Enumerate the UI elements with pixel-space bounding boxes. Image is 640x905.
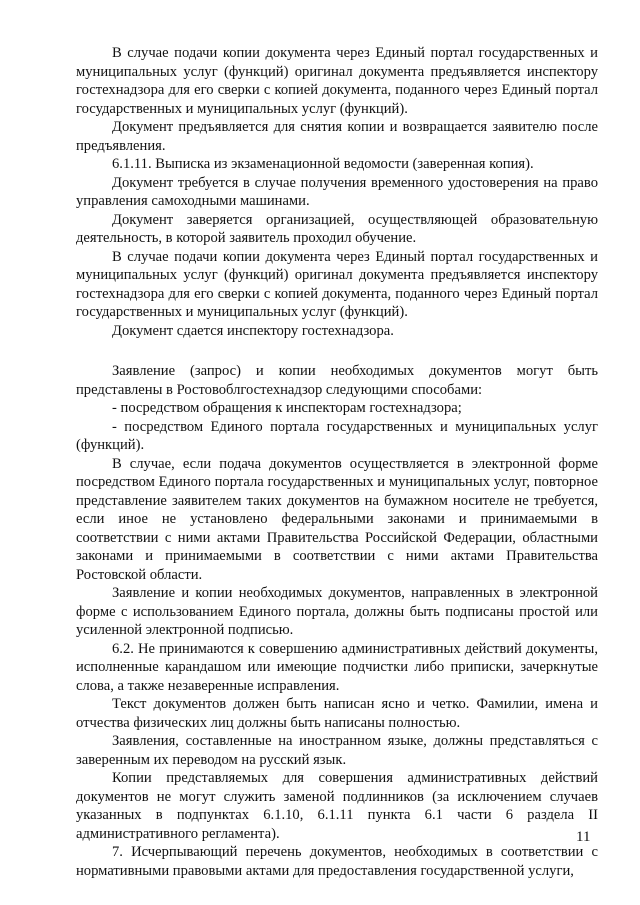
paragraph: 6.2. Не принимаются к совершению административных действий документы, исполненные карандашом или имеющие подчистки либо приписки, зачеркнутые слова, а также незаверенные исправления. [76,640,598,694]
list-item: - посредством Единого портала государственных и муниципальных услуг (функций). [76,418,598,453]
document-page [76,44,598,880]
page-number: 11 [576,829,591,845]
paragraph: 6.1.11. Выписка из экзаменационной ведомости (заверенная копия). [112,156,534,172]
paragraph: Текст документов должен быть написан ясно и четко. Фамилии, имена и отчества физических лиц должны быть написаны полностью. [76,696,598,731]
list-item: - посредством обращения к инспекторам гостехнадзора; [112,400,462,416]
paragraph: В случае подачи копии документа через Единый портал государственных и муниципальных услуг (функций) оригинал документа предъявляется инспектору гостехнадзора для его сверки с копией документа, поданного через Единый портал государственных и муниципальных услуг (функций). [76,45,598,117]
paragraph: Заявление и копии необходимых документов, направленных в электронной форме с использованием Единого портала, должны быть подписаны простой или усиленной электронной подписью. [76,585,598,638]
paragraph: Заявления, составленные на иностранном языке, должны представляться с заверенным их переводом на русский язык. [76,733,598,768]
paragraph: Документ предъявляется для снятия копии и возвращается заявителю после предъявления. [76,119,598,154]
section-gap [76,340,598,362]
paragraph: Копии представляемых для совершения административных действий документов не могут служить заменой подлинников (за исключением случаев указанных в подпунктах 6.1.10, 6.1.11 пункта 6.1 части 6 раздела II административного регламента). [76,770,598,842]
paragraph: Документ требуется в случае получения временного удостоверения на право управления самоходными машинами. [76,174,598,209]
paragraph: Документ сдается инспектору гостехнадзора. [112,322,394,339]
paragraph: В случае, если подача документов осуществляется в электронной форме посредством Единого портала государственных и муниципальных услуг, повторное представление заявителем таких документов на бумажном носителе не требуется, если иное не установлено федеральными законами и принимаемыми в соответствии с ними актами Правительства Российской Федерации, областными законами и принимаемыми в соответствии с ними актами Правительства Ростовской области. [76,455,598,583]
paragraph: 7. Исчерпывающий перечень документов, необходимых в соответствии с нормативными правовыми актами для предоставления государственной услуги, [76,844,598,879]
paragraph: Заявление (запрос) и копии необходимых документов могут быть представлены в Ростовоблгостехнадзор следующими способами: [76,363,598,398]
paragraph: Документ заверяется организацией, осуществляющей образовательную деятельность, в которой заявитель проходил обучение. [76,211,598,246]
paragraph: В случае подачи копии документа через Единый портал государственных и муниципальных услуг (функций) оригинал документа предъявляется инспектору гостехнадзора для его сверки с копией документа, поданного через Единый портал государственных и муниципальных услуг (функций). [76,248,598,320]
